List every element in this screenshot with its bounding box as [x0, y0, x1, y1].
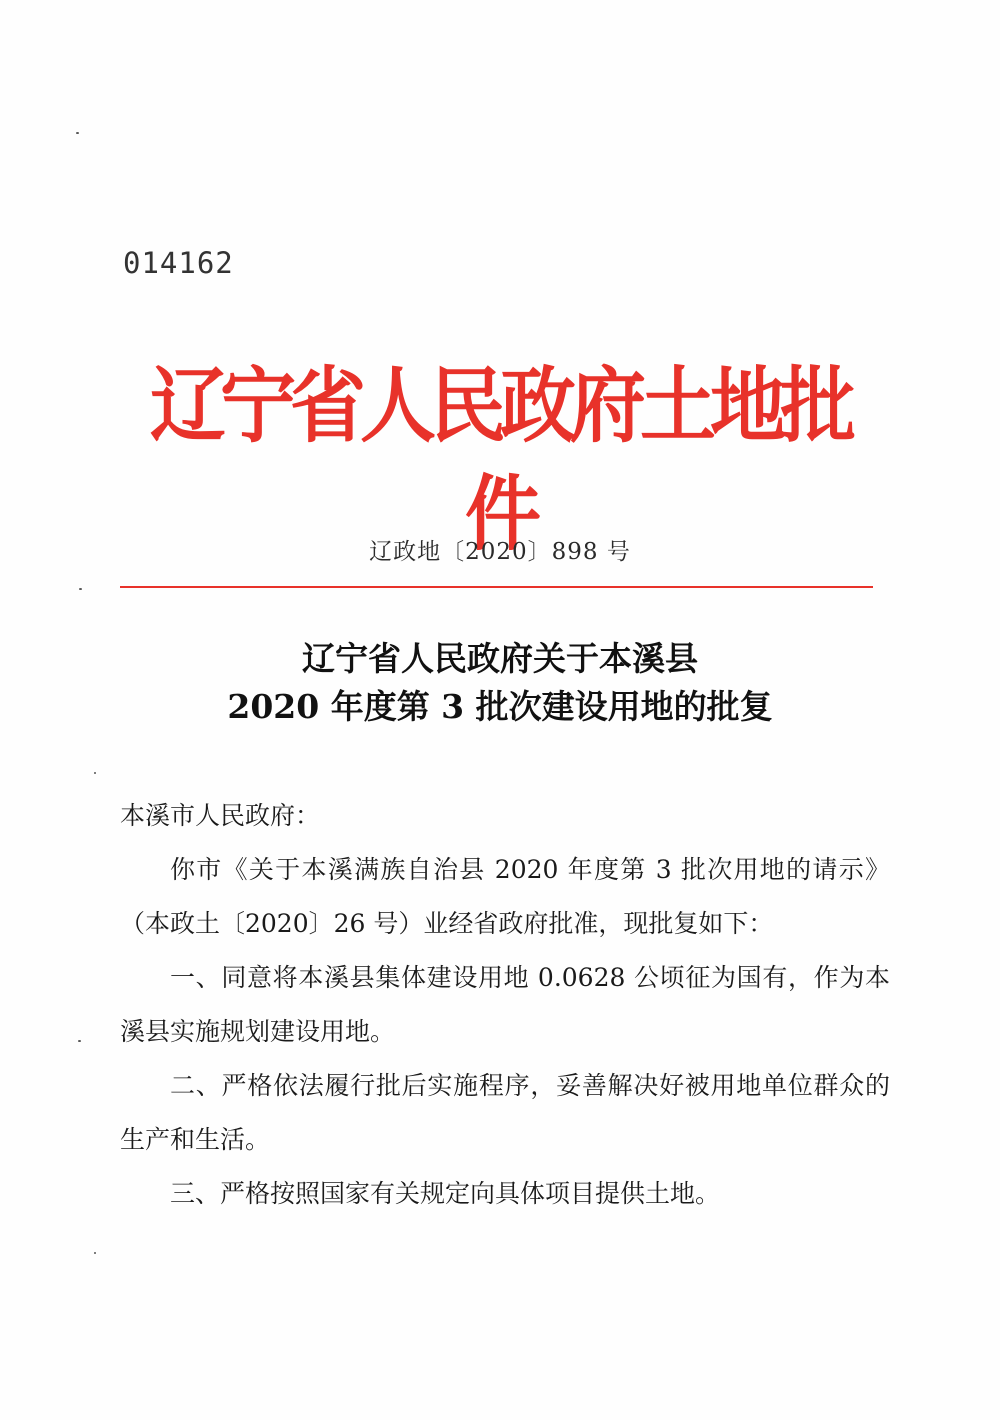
- serial-number: 014162: [123, 246, 234, 280]
- document-body: [120, 789, 890, 1221]
- body-paragraph-request: 你市《关于本溪满族自治县 2020 年度第 3 批次用地的请示》（本政土〔2020〕26 号）业经省政府批准，现批复如下：: [120, 855, 890, 938]
- scan-speck: [76, 132, 79, 134]
- scan-speck: [78, 1040, 81, 1042]
- scan-speck: [94, 1252, 96, 1254]
- title-line-2: 2020 年度第 3 批次建设用地的批复: [227, 687, 773, 726]
- document-number: 辽政地〔2020〕898 号: [369, 539, 631, 565]
- red-divider-line: [120, 586, 873, 588]
- scan-speck: [94, 772, 96, 774]
- scan-speck: [79, 588, 82, 590]
- body-item-1: 一、同意将本溪县集体建设用地 0.0628 公顷征为国有，作为本溪县实施规划建设用地。: [120, 963, 890, 1046]
- title-line-1: 辽宁省人民政府关于本溪县: [302, 639, 698, 678]
- body-item-3: 三、严格按照国家有关规定向具体项目提供土地。: [170, 1179, 721, 1208]
- body-item-2: 二、严格依法履行批后实施程序，妥善解决好被用地单位群众的生产和生活。: [120, 1071, 890, 1154]
- salutation: 本溪市人民政府：: [120, 801, 321, 830]
- document-title: [120, 635, 880, 731]
- document-masthead: 辽宁省人民政府土地批件: [150, 357, 850, 562]
